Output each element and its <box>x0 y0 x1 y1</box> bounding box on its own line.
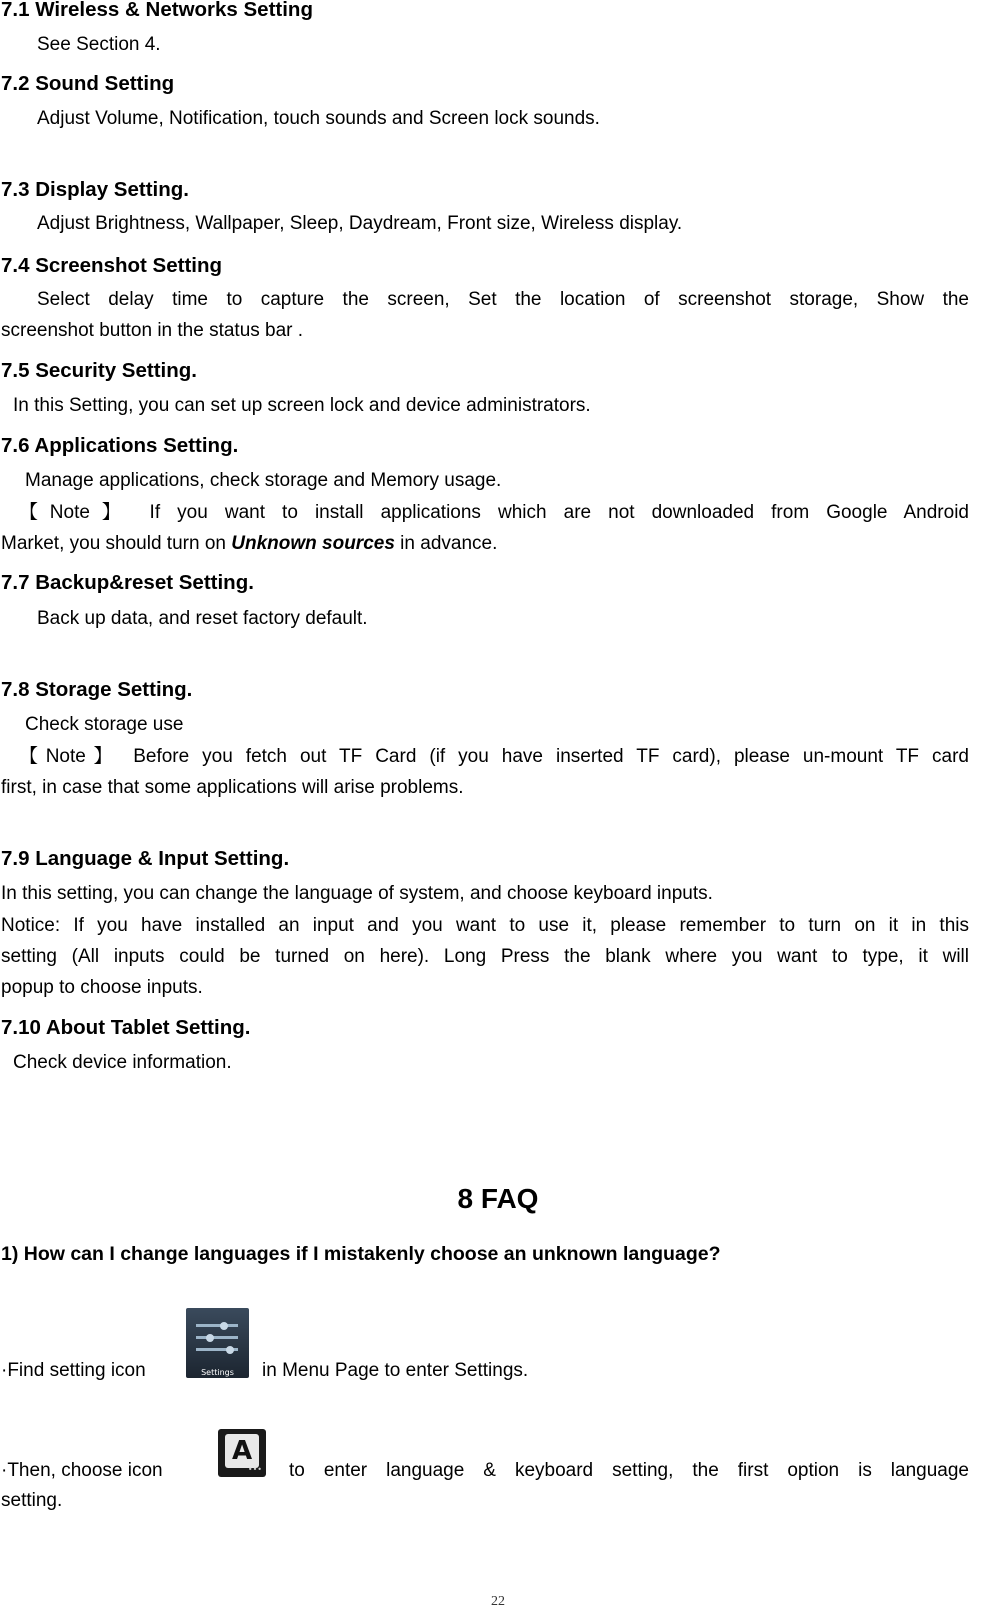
settings-icon-knob-3 <box>226 1346 234 1354</box>
heading-7-4: 7.4 Screenshot Setting <box>1 254 223 277</box>
note-7-6-line2-pre: Market, you should turn on <box>1 533 232 554</box>
heading-7-1: 7.1 Wireless & Networks Setting <box>1 0 313 21</box>
notice-7-9-line2: setting (All inputs could be turned on here). Long Press the blank where you want to type, it will <box>1 946 969 967</box>
page-number: 22 <box>491 1594 505 1609</box>
faq-step2-line2: setting. <box>1 1490 63 1511</box>
settings-icon-label: Settings <box>201 1368 234 1377</box>
body-7-2: Adjust Volume, Notification, touch sounds and Screen lock sounds. <box>37 108 600 129</box>
note-7-6-line1: 【Note】 If you want to install applications which are not downloaded from Google Android <box>19 502 969 523</box>
unknown-sources-emphasis: Unknown sources <box>231 533 395 554</box>
faq-step1-post: in Menu Page to enter Settings. <box>262 1360 529 1381</box>
body-7-7: Back up data, and reset factory default. <box>37 608 368 629</box>
body-7-4-line1: Select delay time to capture the screen, Set the location of screenshot storage, Show the <box>37 289 969 310</box>
heading-7-10: 7.10 About Tablet Setting. <box>1 1016 251 1039</box>
settings-icon-knob-2 <box>206 1334 214 1342</box>
faq-question-1: 1) How can I change languages if I mistakenly choose an unknown language? <box>1 1243 721 1265</box>
note-7-6-line2 <box>1 532 497 556</box>
body-7-4-line2: screenshot button in the status bar . <box>1 320 304 341</box>
heading-7-9: 7.9 Language & Input Setting. <box>1 847 290 870</box>
settings-icon-knob-1 <box>220 1322 228 1330</box>
heading-7-3: 7.3 Display Setting. <box>1 178 189 201</box>
note-7-8-line2: first, in case that some applications will arise problems. <box>1 777 464 798</box>
settings-icon <box>186 1308 249 1378</box>
notice-7-9-line1: Notice: If you have installed an input and you want to use it, please remember to turn on it in this <box>1 915 969 936</box>
faq-step2-post: to enter language & keyboard setting, the first option is language <box>289 1460 969 1481</box>
body-7-3: Adjust Brightness, Wallpaper, Sleep, Daydream, Front size, Wireless display. <box>37 213 683 234</box>
faq-step2-pre: ·Then, choose icon <box>1 1460 163 1481</box>
language-keyboard-icon-dots: ••• <box>247 1465 262 1474</box>
heading-7-6: 7.6 Applications Setting. <box>1 434 239 457</box>
heading-7-8: 7.8 Storage Setting. <box>1 678 193 701</box>
body-7-1: See Section 4. <box>37 34 161 55</box>
faq-title: 8 FAQ <box>457 1183 539 1214</box>
body-7-10: Check device information. <box>13 1052 232 1073</box>
body-7-6: Manage applications, check storage and Memory usage. <box>25 470 502 491</box>
note-7-8-line1: 【Note】 Before you fetch out TF Card (if you have inserted TF card), please un-mount TF card <box>19 746 969 767</box>
faq-step1-pre: ·Find setting icon <box>1 1360 146 1381</box>
settings-icon-slider-2 <box>196 1336 238 1339</box>
body-7-5: In this Setting, you can set up screen lock and device administrators. <box>13 395 591 416</box>
body-7-8: Check storage use <box>25 714 184 735</box>
note-7-6-line2-post: in advance. <box>394 533 498 554</box>
heading-7-7: 7.7 Backup&reset Setting. <box>1 571 254 594</box>
heading-7-2: 7.2 Sound Setting <box>1 72 175 95</box>
heading-7-5: 7.5 Security Setting. <box>1 359 197 382</box>
language-keyboard-icon-letter: A <box>225 1434 259 1468</box>
language-keyboard-icon <box>218 1429 266 1477</box>
body-7-9: In this setting, you can change the language of system, and choose keyboard inputs. <box>1 883 713 904</box>
settings-icon-slider-1 <box>196 1324 238 1327</box>
notice-7-9-line3: popup to choose inputs. <box>1 977 203 998</box>
